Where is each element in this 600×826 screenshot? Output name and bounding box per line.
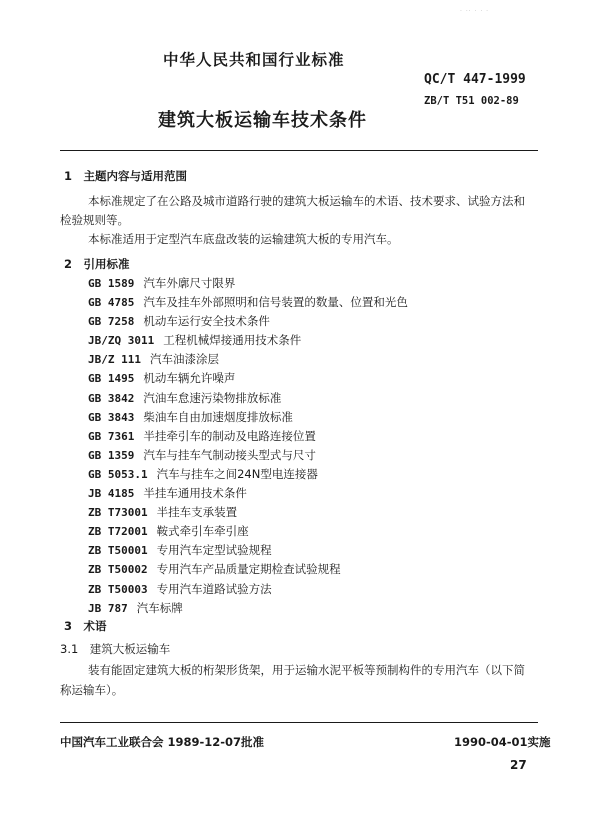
reference-title: 专用汽车道路试验方法 <box>156 581 272 596</box>
reference-item <box>88 522 408 541</box>
reference-code: JB/ZQ 3011 <box>88 334 155 348</box>
reference-title: 汽车及挂车外部照明和信号装置的数量、位置和光色 <box>143 295 408 310</box>
reference-item <box>88 274 408 293</box>
reference-title: 汽油车怠速污染物排放标准 <box>143 390 282 405</box>
issuing-organization: 中华人民共和国行业标准 <box>163 51 345 69</box>
reference-code: GB 1359 <box>88 448 135 462</box>
reference-item <box>88 541 408 560</box>
reference-title: 汽车与挂车气制动接头型式与尺寸 <box>143 447 316 462</box>
reference-code: JB 787 <box>88 601 128 615</box>
header-divider <box>60 150 538 151</box>
section-2-heading: 2 引用标准 <box>64 257 130 271</box>
reference-item <box>88 580 408 599</box>
reference-code: ZB T73001 <box>88 506 148 520</box>
reference-title: 机动车辆允许噪声 <box>143 371 236 386</box>
reference-code: ZB T50002 <box>88 563 148 577</box>
reference-code: GB 7258 <box>88 315 135 329</box>
reference-title: 半挂车支承装置 <box>156 505 238 520</box>
reference-code: GB 1495 <box>88 372 135 386</box>
section-3-heading: 3 术语 <box>64 619 107 633</box>
reference-code: GB 3842 <box>88 391 135 405</box>
reference-code: JB/Z 111 <box>88 353 141 367</box>
reference-item <box>88 427 408 446</box>
reference-code: GB 4785 <box>88 296 135 310</box>
reference-item <box>88 312 408 331</box>
corner-mark: · ·· · · · <box>460 8 490 15</box>
reference-item <box>88 408 408 427</box>
reference-title: 柴油车自由加速烟度排放标准 <box>143 409 293 424</box>
reference-code: JB 4185 <box>88 487 135 501</box>
section-1-paragraph-1-line-2: 检验规则等。 <box>60 213 129 227</box>
reference-item <box>88 560 408 579</box>
reference-title: 汽车油漆涂层 <box>149 352 219 367</box>
reference-title: 机动车运行安全技术条件 <box>143 314 270 329</box>
reference-item <box>88 503 408 522</box>
section-3-1-paragraph-line-1: 装有能固定建筑大板的桁架形货架，用于运输水泥平板等预制构件的专用汽车（以下简 <box>88 663 525 677</box>
page-number: 27 <box>510 758 527 772</box>
reference-item <box>88 465 408 484</box>
reference-title: 汽车标牌 <box>136 600 183 615</box>
reference-title: 汽车与挂车之间24N型电连接器 <box>156 466 318 481</box>
reference-item <box>88 599 408 618</box>
reference-title: 汽车外廓尺寸限界 <box>143 276 236 290</box>
section-3-1-paragraph-line-2: 称运输车）。 <box>60 683 124 697</box>
reference-item <box>88 484 408 503</box>
reference-code: GB 7361 <box>88 429 135 443</box>
standard-number-former: ZB/T T51 002-89 <box>424 95 519 107</box>
reference-title: 鞍式牵引车牵引座 <box>156 524 249 539</box>
reference-title: 半挂牵引车的制动及电路连接位置 <box>143 428 316 443</box>
reference-code: ZB T50003 <box>88 582 148 596</box>
reference-code: GB 1589 <box>88 277 135 290</box>
reference-title: 半挂车通用技术条件 <box>143 486 247 501</box>
section-1-heading: 1 主题内容与适用范围 <box>64 169 188 183</box>
section-3-1-heading: 3.1 建筑大板运输车 <box>60 642 171 656</box>
section-1-paragraph-2: 本标准适用于定型汽车底盘改装的运输建筑大板的专用汽车。 <box>88 232 399 246</box>
reference-item <box>88 389 408 408</box>
effective-date: 1990-04-01实施 <box>454 735 551 749</box>
reference-item <box>88 446 408 465</box>
section-1-paragraph-1-line-1: 本标准规定了在公路及城市道路行驶的建筑大板运输车的术语、技术要求、试验方法和 <box>88 194 525 208</box>
approval-statement: 中国汽车工业联合会 1989-12-07批准 <box>60 735 265 749</box>
reference-title: 工程机械焊接通用技术条件 <box>163 333 302 348</box>
reference-item <box>88 350 408 369</box>
reference-item <box>88 369 408 388</box>
reference-code: ZB T50001 <box>88 544 148 558</box>
footer-divider <box>60 722 538 723</box>
reference-title: 专用汽车定型试验规程 <box>156 543 272 558</box>
reference-item <box>88 293 408 312</box>
reference-code: GB 5053.1 <box>88 467 148 481</box>
reference-standards-list <box>88 274 408 618</box>
reference-code: ZB T72001 <box>88 525 148 539</box>
reference-item <box>88 331 408 350</box>
document-title: 建筑大板运输车技术条件 <box>158 110 367 131</box>
reference-title: 专用汽车产品质量定期检查试验规程 <box>156 562 341 577</box>
reference-code: GB 3843 <box>88 410 135 424</box>
standard-number: QC/T 447-1999 <box>424 72 526 87</box>
